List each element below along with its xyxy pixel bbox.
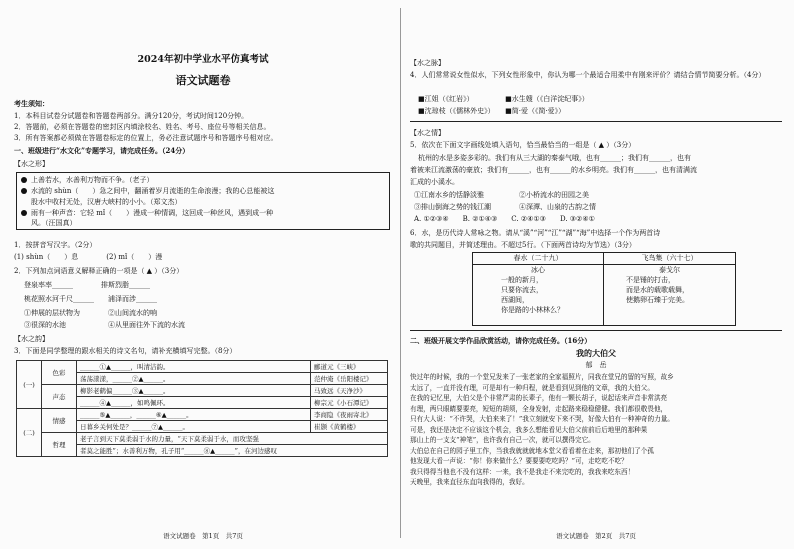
water-feeling-tag: 【水之情】: [410, 129, 445, 137]
section-two-heading: 二、班级开展文学作品欣赏活动，请你完成任务。（16分）: [410, 336, 592, 345]
table-source-cell: 崔颢《黄鹤楼》: [311, 421, 388, 433]
section-one-heading: 一、班级进行“水文化”专题学习，请完成任务。（24分）: [14, 146, 190, 155]
poem-line: 只要你流去，: [501, 286, 543, 294]
table-row: [17, 361, 388, 373]
table-group-cell: (二): [17, 409, 42, 457]
question-2-row: 登泉率率______ 排斯烈脂______: [24, 281, 150, 289]
table-row: [17, 409, 388, 421]
table-text-cell: ______④▲______，如鸣佩环。: [77, 397, 311, 409]
essay-line: 太远了，一直并没有理，可是却有一种归程，就是看到见到他的文章，我的大伯父。: [410, 383, 654, 392]
essay-line: 在我的记忆里，大伯父是个非常严肃的长辈子，他有一颗长胡子，说起话来声音非常洪亮: [410, 394, 668, 402]
water-shape-tag: 【水之形】: [14, 160, 49, 168]
question-5-option: ③排山倒海之势的钱江潮 ④深潭、山泉的古韵之情: [414, 203, 596, 211]
poem-line: 一般的新月，: [501, 276, 543, 284]
exam-subtitle: 语文试题卷: [175, 74, 231, 87]
page-divider: [400, 8, 401, 538]
table-source-cell: 李商隐《夜雨寄北》: [311, 409, 388, 421]
table-text-cell: 柳影老鹤偏______③▲______。: [77, 385, 311, 397]
essay-title: 我的大伯父: [576, 348, 616, 358]
answer-line: [410, 330, 782, 331]
question-2-row: 桃花照水河千尺______ 浦泽而涉______: [24, 295, 157, 303]
table-kind-cell: 情感: [42, 409, 77, 433]
notice-line: 3．所有答案都必须做在答题卷标定的位置上，务必注意试题序号和答题序号相对应。: [14, 134, 278, 142]
quote-line: 风。（汪国真）: [31, 219, 77, 227]
question-3: 3．下面是同学整理的跟水相关的诗文名句，请补充横填写完整。（8分）: [14, 347, 237, 355]
bullet-icon: [21, 210, 27, 216]
table-source-cell: 马致远《天净沙》: [311, 385, 388, 397]
notice-line: 2．答题前，必须在答题卷的密封区内填涂校名、姓名、考号、座位号等相关信息。: [14, 123, 271, 131]
notice-heading: 考生须知：: [14, 99, 49, 108]
quote-box: [16, 172, 390, 230]
question-5-text: 汇成的小溪水。: [410, 178, 459, 186]
question-2-option: ③很深的水池 ④从里面往外下流的水流: [24, 321, 185, 329]
table-source-cell: 郦道元《三峡》: [311, 361, 388, 373]
bullet-icon: [21, 177, 27, 183]
poem-author: 泰戈尔: [659, 266, 680, 274]
poem-line: 你是路的小林林么？: [501, 306, 564, 314]
exam-title: 2024年初中学业水平仿真考试: [137, 54, 269, 65]
question-4: 4．人们常常说女性似水，下列女性形象中，你认为哪一个最适合用柔中有刚来评价？请结合情节简要分析。（4分）: [410, 71, 766, 79]
poem-column-left: [473, 253, 604, 325]
question-2-option: ①伸展的层状物为 ②山间流水的响: [24, 309, 157, 317]
quote-line: 股水中收村无处，汉唐大峡村的小小。（郑文杰）: [31, 198, 182, 206]
table-text-cell: 日暮乡关何处是？______⑦▲______。: [77, 421, 311, 433]
question-5-choices: A. ①②③④ B. ②①④③ C. ②④①③ D. ③②④①: [414, 215, 595, 223]
page-footer: 语文试题卷 第2页 共7页: [556, 532, 636, 540]
essay-line: 有理，两只眼睛要要亮，短短的胡须，全身发射，走起路来稳稳健健。我们都很敬畏他，: [410, 404, 668, 413]
essay-line: 我只得得当他也不没有这样：一来，我不是我走不来完吃的，我我来吃东西！: [410, 467, 635, 476]
page-footer: 语文试题卷 第1页 共7页: [163, 532, 243, 540]
table-text-cell: ______⑤▲______，______⑥▲______。: [77, 409, 311, 421]
poem-author: 冰心: [531, 266, 545, 274]
table-kind-cell: 色彩: [42, 361, 77, 385]
notice-line: 1．本科目试卷分试题卷和答题卷两部分。满分120分，考试时间120分钟。: [14, 112, 249, 120]
question-1-blanks: (1) shùn（ ）息 (2) mǐ（ ）漫: [14, 253, 163, 261]
table-kind-cell: 哲理: [42, 433, 77, 457]
page-1: [14, 0, 392, 549]
essay-line: 可是，我还是决定不应该这个机会，我多么想能看见大伯父前前后后地里的那种果: [410, 425, 648, 434]
table-text-cell: 荡荡漾漾，______②▲______。: [77, 373, 311, 385]
essay-line: 只有大人说：“不许哭，大伯来来了！”我立刻就安下来不哭，好像大伯有一种神奇的力量。: [410, 415, 674, 423]
table-row: [17, 433, 388, 445]
essay-line: 天晚里，我来直径东直向我得的，我好。: [410, 478, 529, 486]
poem-column-right: [604, 253, 735, 325]
essay-line: 大伯总在自己的园子里工作，当我我就就就地本堂父看看着在走来，那初他们了个孤: [410, 446, 654, 455]
question-4-option: ■江姐（《红岩》） ■水生嫂（《白洋淀纪事》）: [418, 95, 589, 103]
table-source-cell: 柳宗元《小石潭记》: [311, 397, 388, 409]
poem-table: [16, 360, 388, 457]
question-5-text: 杭州的水是多姿多彩的。我们有从三大湖的秦泰气哦，也有______；我们有______，也有: [418, 154, 691, 162]
question-5-text: 着被来江流激荡的豪放；我们有______，也有______的水乡明亮。我们有______，也有清满流: [410, 166, 697, 174]
question-6: 6．水，是历代诗人常咏之物。请从“溪”“河”“江”“湖”“海”中选择一个作为两首诗: [410, 229, 661, 237]
poem-line: 而是水的载歌载舞，: [626, 286, 689, 294]
table-text-cell: 老子言到天下莫柔弱于水的力量，“天下莫柔弱于水，而攻坚强: [77, 433, 388, 445]
poem-compare-box: [472, 252, 736, 326]
poem-line: 使鹅卵石臻于完美。: [626, 296, 689, 304]
table-source-cell: 范仲淹《岳阳楼记》: [311, 373, 388, 385]
table-row: [17, 385, 388, 397]
poem-head: 春水（二十九）: [473, 253, 603, 265]
table-text-cell: ______①▲______，叫清洁韵。: [77, 361, 311, 373]
essay-author: 郁 岳: [585, 361, 607, 369]
water-vein-tag: 【水之脉】: [410, 59, 445, 67]
essay-line: 那山上的一支支“神笔”，也许我有自己一次，就可以撰得完它。: [410, 436, 595, 444]
question-4-option: ■沈琼枝（《儒林外史》） ■简·爱（《简·爱》）: [418, 107, 566, 115]
page-2: [410, 0, 782, 549]
quote-line: 雨有一种声音：它轻 mǐ（ ）漫成一种情调，这回成一种丝风，遇到成一种: [21, 208, 393, 218]
essay-line: 快过年的时候，我的一个堂兄发来了一张老家的全家福照片，同我在堂兄的留的写照，故乡: [410, 373, 674, 381]
question-6-continued: 歌的共同题目，并简述理由。不超过5行。（下面两首诗均为节选）（3分）: [410, 241, 636, 249]
table-kind-cell: 声态: [42, 385, 77, 409]
poem-line: 不是锤的打击，: [626, 276, 675, 284]
question-1: 1．按拼音写汉字。（2分）: [14, 241, 97, 249]
bullet-icon: [21, 188, 27, 194]
essay-line: 他发现大看一声说：“你！你来做什么？要要要吃吃吗？”可，走吃吃不吃？: [410, 457, 628, 465]
answer-line: [410, 121, 782, 122]
table-group-cell: (一): [17, 361, 42, 409]
quote-line: 上善若水，水善利万物而不争。（老子）: [21, 175, 393, 185]
poem-head: 飞鸟集（六十七）: [604, 253, 735, 265]
poem-line: 西湖间，: [501, 296, 529, 304]
table-text-cell: 者莫之能胜”；水善利万物，孔子用“______⑧▲______”，在河边感叹: [77, 445, 388, 457]
water-rhyme-tag: 【水之韵】: [14, 335, 49, 343]
essay-body: [410, 372, 782, 488]
question-2: 2．下列加点词语意义解释正确的一项是（ ▲ ）（3分）: [14, 267, 184, 275]
quote-line: 水流的 shùn（ ）急之间中，翻涌着岁月流逝的生命浪漫；我的心总能被这: [21, 186, 393, 196]
question-5: 5．依次在下面文字画线处填入语句，恰当最恰当的一组是（ ▲ ）（3分）: [410, 141, 636, 149]
question-5-option: ①江南水乡的恬静淡雅 ②小桥流水的田园之美: [414, 191, 589, 199]
